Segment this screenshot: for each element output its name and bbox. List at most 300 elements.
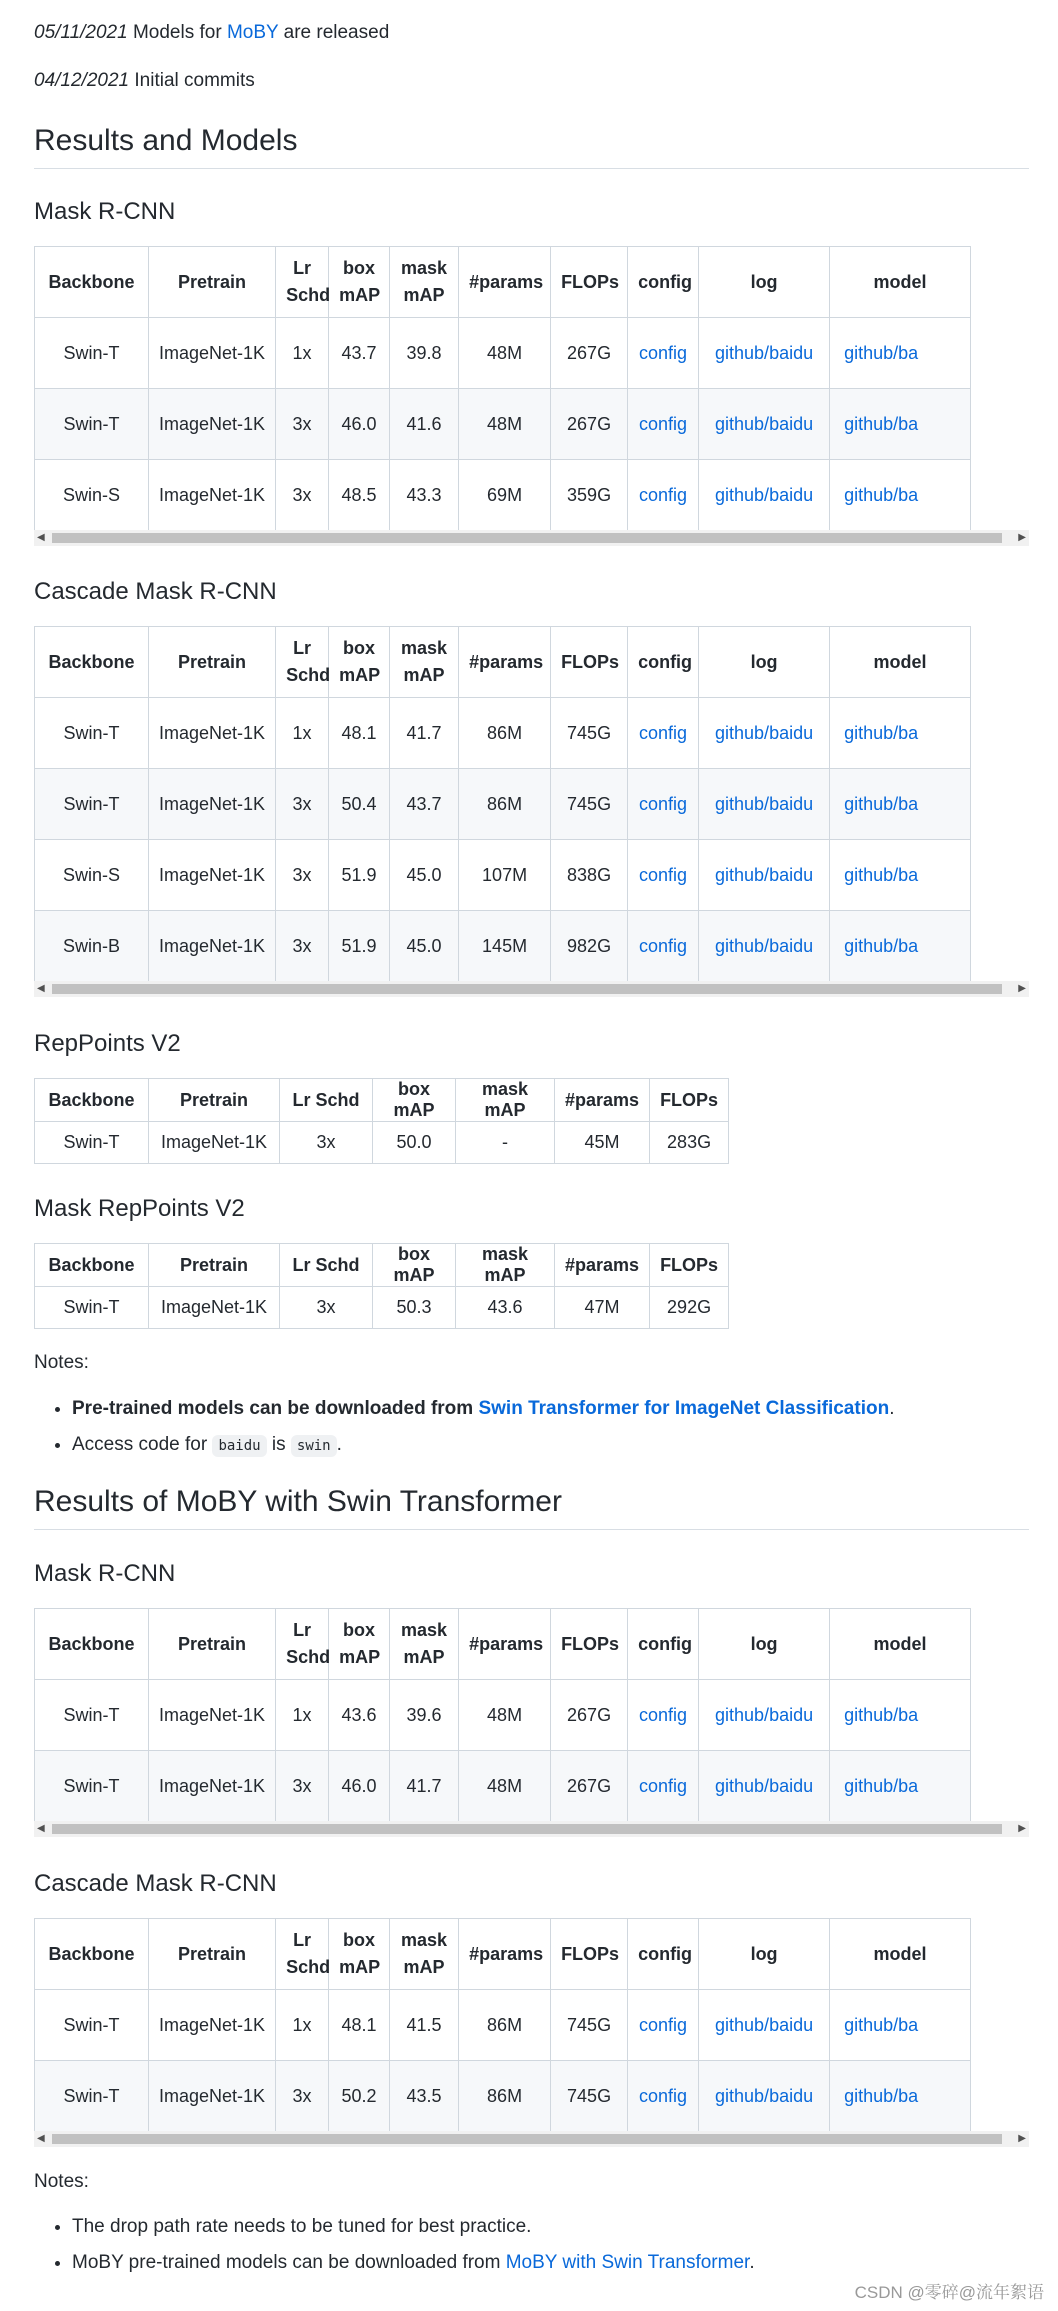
- model-cell: [830, 911, 971, 982]
- table-cell: 1x: [276, 1680, 329, 1751]
- model-baidu-link[interactable]: ba: [898, 722, 919, 743]
- table-cell: ImageNet-1K: [149, 318, 276, 389]
- header-row: [35, 247, 971, 318]
- column-header: Backbone: [35, 1919, 149, 1990]
- column-header: config: [628, 247, 699, 318]
- column-header: mask mAP: [390, 247, 459, 318]
- config-cell: [628, 840, 699, 911]
- column-header: Backbone: [35, 627, 149, 698]
- link-separator: /: [893, 1775, 899, 1796]
- config-link[interactable]: config: [639, 722, 688, 743]
- log-github-link[interactable]: github: [715, 935, 765, 956]
- log-cell: [699, 840, 830, 911]
- log-github-link[interactable]: github: [715, 413, 765, 434]
- link-separator: /: [893, 342, 899, 363]
- column-header: Lr Schd: [276, 627, 329, 698]
- config-link[interactable]: config: [639, 413, 688, 434]
- scroll-right-icon[interactable]: ▶: [1018, 983, 1026, 994]
- notes-list: [34, 2216, 755, 2288]
- column-header: box mAP: [329, 1609, 390, 1680]
- model-github-link[interactable]: github: [844, 484, 894, 505]
- column-header: #params: [555, 1079, 650, 1122]
- list-item: • MoBY pre-trained models can be downloaded from MoBY with Swin Transformer.: [72, 2252, 755, 2274]
- table-cell: 43.7: [390, 769, 459, 840]
- table-cell: 50.2: [329, 2061, 390, 2132]
- config-cell: [628, 460, 699, 531]
- config-link[interactable]: config: [639, 864, 688, 885]
- table-cell: Swin-T: [35, 318, 149, 389]
- model-github-link[interactable]: github: [844, 935, 894, 956]
- table-cell: ImageNet-1K: [149, 1287, 280, 1329]
- model-github-link[interactable]: github: [844, 1704, 894, 1725]
- table-cell: 283G: [650, 1122, 729, 1164]
- scroll-right-icon[interactable]: ▶: [1018, 1823, 1026, 1834]
- horizontal-scrollbar[interactable]: [34, 981, 1029, 997]
- log-cell: [699, 769, 830, 840]
- column-header: box mAP: [373, 1244, 456, 1287]
- column-header: mask mAP: [456, 1079, 555, 1122]
- scrollbar-thumb[interactable]: [52, 2134, 1002, 2144]
- table-cell: 48.1: [329, 1990, 390, 2061]
- column-header: mask mAP: [390, 1919, 459, 1990]
- table-cell: Swin-T: [35, 1122, 149, 1164]
- table-cell: ImageNet-1K: [149, 698, 276, 769]
- model-cell: [830, 840, 971, 911]
- log-github-link[interactable]: github: [715, 342, 765, 363]
- moby-link[interactable]: MoBY: [226, 22, 279, 43]
- column-header: model: [830, 1609, 971, 1680]
- link-separator: /: [764, 935, 770, 956]
- table-cell: 45M: [555, 1122, 650, 1164]
- header-row: [35, 627, 971, 698]
- news-item: 05/11/2021 Models for MoBY are released: [34, 22, 390, 43]
- table-cell: 267G: [551, 389, 628, 460]
- column-header: Lr Schd: [280, 1079, 373, 1122]
- table-cell: 48.5: [329, 460, 390, 531]
- table-cell: 51.9: [329, 911, 390, 982]
- link-separator: /: [764, 722, 770, 743]
- log-baidu-link[interactable]: baidu: [769, 484, 814, 505]
- table-cell: 745G: [551, 698, 628, 769]
- column-header: Lr Schd: [276, 247, 329, 318]
- table-cell: 359G: [551, 460, 628, 531]
- column-header: box mAP: [329, 1919, 390, 1990]
- log-cell: [699, 1680, 830, 1751]
- column-header: log: [699, 627, 830, 698]
- link-separator: /: [893, 484, 899, 505]
- column-header: config: [628, 1609, 699, 1680]
- link-separator: /: [764, 2085, 770, 2106]
- table-cell: 3x: [280, 1287, 373, 1329]
- results-table: [34, 1608, 971, 1822]
- table-title: Cascade Mask R-CNN: [34, 578, 277, 605]
- horizontal-scrollbar[interactable]: [34, 2131, 1029, 2147]
- link-separator: /: [893, 722, 899, 743]
- horizontal-scrollbar[interactable]: [34, 530, 1029, 546]
- table-cell: 50.4: [329, 769, 390, 840]
- scroll-left-icon[interactable]: ◀: [37, 1823, 45, 1834]
- table-cell: 46.0: [329, 1751, 390, 1822]
- table-cell: ImageNet-1K: [149, 1751, 276, 1822]
- config-link[interactable]: config: [639, 1775, 688, 1796]
- table-title: Cascade Mask R-CNN: [34, 1870, 277, 1897]
- column-header: Pretrain: [149, 1919, 276, 1990]
- table-cell: 51.9: [329, 840, 390, 911]
- log-github-link[interactable]: github: [715, 1704, 765, 1725]
- table-cell: ImageNet-1K: [149, 1122, 280, 1164]
- table-cell: 48M: [459, 389, 551, 460]
- column-header: log: [699, 1919, 830, 1990]
- log-cell: [699, 1751, 830, 1822]
- log-baidu-link[interactable]: baidu: [769, 864, 814, 885]
- column-header: #params: [459, 1919, 551, 1990]
- link-separator: /: [764, 1704, 770, 1725]
- table-cell: ImageNet-1K: [149, 840, 276, 911]
- log-baidu-link[interactable]: baidu: [769, 722, 814, 743]
- column-header: model: [830, 247, 971, 318]
- config-cell: [628, 1680, 699, 1751]
- model-cell: [830, 1990, 971, 2061]
- list-item: • Pre-trained models can be downloaded from Swin Transformer for ImageNet Classification.: [72, 1398, 894, 1420]
- log-baidu-link[interactable]: baidu: [769, 935, 814, 956]
- table-cell: Swin-S: [35, 840, 149, 911]
- column-header: FLOPs: [650, 1079, 729, 1122]
- scroll-left-icon[interactable]: ◀: [37, 983, 45, 994]
- table-cell: Swin-B: [35, 911, 149, 982]
- table-cell: ImageNet-1K: [149, 460, 276, 531]
- table-row: [35, 460, 971, 531]
- table-cell: 86M: [459, 698, 551, 769]
- log-cell: [699, 318, 830, 389]
- model-baidu-link[interactable]: ba: [898, 413, 919, 434]
- scrollbar-thumb[interactable]: [52, 984, 1002, 994]
- table-row: [35, 698, 971, 769]
- table-row: [35, 1990, 971, 2061]
- table-row: [35, 318, 971, 389]
- link-separator: /: [764, 1775, 770, 1796]
- log-baidu-link[interactable]: baidu: [769, 413, 814, 434]
- column-header: box mAP: [329, 627, 390, 698]
- table-cell: 86M: [459, 2061, 551, 2132]
- model-cell: [830, 460, 971, 531]
- link-separator: /: [764, 864, 770, 885]
- table-cell: 3x: [276, 840, 329, 911]
- table-cell: ImageNet-1K: [149, 1990, 276, 2061]
- config-cell: [628, 318, 699, 389]
- model-github-link[interactable]: github: [844, 342, 894, 363]
- column-header: #params: [555, 1244, 650, 1287]
- table-cell: 1x: [276, 318, 329, 389]
- table-cell: Swin-T: [35, 389, 149, 460]
- log-baidu-link[interactable]: baidu: [769, 793, 814, 814]
- model-baidu-link[interactable]: ba: [898, 2085, 919, 2106]
- model-github-link[interactable]: github: [844, 864, 894, 885]
- column-header: box mAP: [373, 1079, 456, 1122]
- table-cell: 69M: [459, 460, 551, 531]
- table-cell: 292G: [650, 1287, 729, 1329]
- model-cell: [830, 698, 971, 769]
- log-github-link[interactable]: github: [715, 484, 765, 505]
- results-table: [34, 1078, 729, 1164]
- column-header: Backbone: [35, 1079, 149, 1122]
- log-cell: [699, 1990, 830, 2061]
- table-cell: Swin-S: [35, 460, 149, 531]
- config-link[interactable]: config: [639, 1704, 688, 1725]
- moby-swin-link[interactable]: MoBY with Swin Transformer: [505, 2252, 750, 2273]
- table-cell: 1x: [276, 698, 329, 769]
- column-header: FLOPs: [551, 1609, 628, 1680]
- table-cell: 46.0: [329, 389, 390, 460]
- moby-cascade-table: [34, 1918, 1029, 2132]
- config-link[interactable]: config: [639, 484, 688, 505]
- link-separator: /: [764, 413, 770, 434]
- table-cell: 41.7: [390, 1751, 459, 1822]
- cascade-table: [34, 626, 1029, 982]
- table-cell: Swin-T: [35, 1751, 149, 1822]
- table-cell: ImageNet-1K: [149, 389, 276, 460]
- link-separator: /: [764, 484, 770, 505]
- config-link[interactable]: config: [639, 2014, 688, 2035]
- log-github-link[interactable]: github: [715, 1775, 765, 1796]
- table-row: [35, 1751, 971, 1822]
- table-cell: 45.0: [390, 840, 459, 911]
- table-cell: 86M: [459, 769, 551, 840]
- table-cell: 41.5: [390, 1990, 459, 2061]
- section-title-results: Results and Models: [34, 124, 1029, 169]
- log-cell: [699, 911, 830, 982]
- notes-label: Notes:: [34, 1352, 89, 1373]
- column-header: Backbone: [35, 247, 149, 318]
- model-cell: [830, 389, 971, 460]
- link-separator: /: [893, 413, 899, 434]
- link-separator: /: [764, 793, 770, 814]
- table-cell: 43.6: [456, 1287, 555, 1329]
- log-github-link[interactable]: github: [715, 793, 765, 814]
- model-baidu-link[interactable]: ba: [898, 1704, 919, 1725]
- table-cell: 145M: [459, 911, 551, 982]
- table-cell: 838G: [551, 840, 628, 911]
- horizontal-scrollbar[interactable]: [34, 1821, 1029, 1837]
- scroll-left-icon[interactable]: ◀: [37, 532, 45, 543]
- column-header: Pretrain: [149, 1244, 280, 1287]
- column-header: Lr Schd: [280, 1244, 373, 1287]
- model-cell: [830, 1751, 971, 1822]
- log-baidu-link[interactable]: baidu: [769, 342, 814, 363]
- table-cell: Swin-T: [35, 1990, 149, 2061]
- table-cell: 745G: [551, 769, 628, 840]
- log-cell: [699, 698, 830, 769]
- table-row: [35, 2061, 971, 2132]
- table-cell: 745G: [551, 1990, 628, 2061]
- watermark: CSDN @零碎@流年絮语: [854, 2283, 1044, 2302]
- table-row: [35, 911, 971, 982]
- table-cell: 267G: [551, 318, 628, 389]
- config-cell: [628, 698, 699, 769]
- table-cell: 3x: [276, 1751, 329, 1822]
- log-github-link[interactable]: github: [715, 2014, 765, 2035]
- swin-imagenet-link[interactable]: Swin Transformer for ImageNet Classification: [478, 1398, 890, 1419]
- config-cell: [628, 769, 699, 840]
- table-cell: 41.6: [390, 389, 459, 460]
- header-row: [35, 1919, 971, 1990]
- config-link[interactable]: config: [639, 2085, 688, 2106]
- model-baidu-link[interactable]: ba: [898, 1775, 919, 1796]
- header-row: [35, 1609, 971, 1680]
- link-separator: /: [764, 2014, 770, 2035]
- table-cell: 3x: [276, 460, 329, 531]
- column-header: mask mAP: [456, 1244, 555, 1287]
- table-cell: 745G: [551, 2061, 628, 2132]
- table-cell: 43.5: [390, 2061, 459, 2132]
- column-header: config: [628, 1919, 699, 1990]
- table-cell: ImageNet-1K: [149, 1680, 276, 1751]
- log-cell: [699, 460, 830, 531]
- table-cell: 47M: [555, 1287, 650, 1329]
- column-header: FLOPs: [650, 1244, 729, 1287]
- table-cell: 39.6: [390, 1680, 459, 1751]
- table-cell: 267G: [551, 1680, 628, 1751]
- table-cell: Swin-T: [35, 1287, 149, 1329]
- column-header: Pretrain: [149, 627, 276, 698]
- model-github-link[interactable]: github: [844, 1775, 894, 1796]
- table-cell: 50.0: [373, 1122, 456, 1164]
- mask-rcnn-table: [34, 246, 1029, 531]
- column-header: Pretrain: [149, 1609, 276, 1680]
- list-item: • The drop path rate needs to be tuned for best practice.: [72, 2216, 755, 2238]
- table-cell: 48M: [459, 1680, 551, 1751]
- column-header: FLOPs: [551, 627, 628, 698]
- table-title: Mask RepPoints V2: [34, 1195, 245, 1222]
- link-separator: /: [764, 342, 770, 363]
- table-row: [35, 840, 971, 911]
- table-cell: 3x: [276, 769, 329, 840]
- config-cell: [628, 911, 699, 982]
- model-baidu-link[interactable]: ba: [898, 793, 919, 814]
- model-github-link[interactable]: github: [844, 413, 894, 434]
- table-cell: 45.0: [390, 911, 459, 982]
- table-cell: ImageNet-1K: [149, 769, 276, 840]
- scrollbar-thumb[interactable]: [52, 533, 1002, 543]
- config-link[interactable]: config: [639, 793, 688, 814]
- model-baidu-link[interactable]: ba: [898, 484, 919, 505]
- table-title: Mask R-CNN: [34, 1560, 176, 1587]
- log-baidu-link[interactable]: baidu: [769, 1704, 814, 1725]
- table-cell: 48M: [459, 1751, 551, 1822]
- table-row: [35, 389, 971, 460]
- table-cell: 50.3: [373, 1287, 456, 1329]
- column-header: log: [699, 1609, 830, 1680]
- scroll-right-icon[interactable]: ▶: [1018, 2133, 1026, 2144]
- column-header: Lr Schd: [276, 1609, 329, 1680]
- config-link[interactable]: config: [639, 935, 688, 956]
- model-baidu-link[interactable]: ba: [898, 864, 919, 885]
- results-table: [34, 246, 971, 531]
- scroll-left-icon[interactable]: ◀: [37, 2133, 45, 2144]
- config-cell: [628, 389, 699, 460]
- model-baidu-link[interactable]: ba: [898, 935, 919, 956]
- column-header: Pretrain: [149, 247, 276, 318]
- table-title: Mask R-CNN: [34, 198, 176, 225]
- column-header: #params: [459, 247, 551, 318]
- reppoints-table: [34, 1078, 729, 1164]
- table-cell: 3x: [276, 911, 329, 982]
- model-cell: [830, 318, 971, 389]
- table-cell: ImageNet-1K: [149, 2061, 276, 2132]
- log-github-link[interactable]: github: [715, 864, 765, 885]
- moby-mask-rcnn-table: [34, 1608, 1029, 1822]
- table-cell: ImageNet-1K: [149, 911, 276, 982]
- column-header: Lr Schd: [276, 1919, 329, 1990]
- table-cell: 43.7: [329, 318, 390, 389]
- table-cell: Swin-T: [35, 698, 149, 769]
- scrollbar-thumb[interactable]: [52, 1824, 1002, 1834]
- model-baidu-link[interactable]: ba: [898, 342, 919, 363]
- log-baidu-link[interactable]: baidu: [769, 2085, 814, 2106]
- log-cell: [699, 389, 830, 460]
- log-baidu-link[interactable]: baidu: [769, 1775, 814, 1796]
- news-item: 04/12/2021 Initial commits: [34, 70, 255, 91]
- link-separator: /: [893, 793, 899, 814]
- column-header: Backbone: [35, 1244, 149, 1287]
- notes-list: [34, 1398, 894, 1470]
- model-github-link[interactable]: github: [844, 722, 894, 743]
- model-github-link[interactable]: github: [844, 793, 894, 814]
- model-github-link[interactable]: github: [844, 2085, 894, 2106]
- table-cell: 86M: [459, 1990, 551, 2061]
- table-cell: 3x: [276, 389, 329, 460]
- table-cell: -: [456, 1122, 555, 1164]
- table-row: [35, 769, 971, 840]
- table-cell: 3x: [276, 2061, 329, 2132]
- log-github-link[interactable]: github: [715, 722, 765, 743]
- table-cell: 982G: [551, 911, 628, 982]
- results-table: [34, 1243, 729, 1329]
- column-header: FLOPs: [551, 1919, 628, 1990]
- scroll-right-icon[interactable]: ▶: [1018, 532, 1026, 543]
- log-baidu-link[interactable]: baidu: [769, 2014, 814, 2035]
- table-cell: 267G: [551, 1751, 628, 1822]
- log-github-link[interactable]: github: [715, 2085, 765, 2106]
- config-cell: [628, 2061, 699, 2132]
- model-baidu-link[interactable]: ba: [898, 2014, 919, 2035]
- table-cell: Swin-T: [35, 2061, 149, 2132]
- link-separator: /: [893, 2014, 899, 2035]
- results-table: [34, 626, 971, 982]
- table-cell: 107M: [459, 840, 551, 911]
- model-cell: [830, 2061, 971, 2132]
- column-header: config: [628, 627, 699, 698]
- results-table: [34, 1918, 971, 2132]
- column-header: model: [830, 1919, 971, 1990]
- table-cell: Swin-T: [35, 769, 149, 840]
- table-title: RepPoints V2: [34, 1030, 181, 1057]
- mask-reppoints-table: [34, 1243, 729, 1329]
- column-header: Backbone: [35, 1609, 149, 1680]
- config-link[interactable]: config: [639, 342, 688, 363]
- log-cell: [699, 2061, 830, 2132]
- link-separator: /: [893, 1704, 899, 1725]
- table-cell: 3x: [280, 1122, 373, 1164]
- column-header: box mAP: [329, 247, 390, 318]
- model-cell: [830, 769, 971, 840]
- section-title-moby: Results of MoBY with Swin Transformer: [34, 1485, 1029, 1530]
- table-cell: 43.6: [329, 1680, 390, 1751]
- header-row: [35, 1244, 729, 1287]
- table-row: [35, 1287, 729, 1329]
- link-separator: /: [893, 864, 899, 885]
- model-github-link[interactable]: github: [844, 2014, 894, 2035]
- model-cell: [830, 1680, 971, 1751]
